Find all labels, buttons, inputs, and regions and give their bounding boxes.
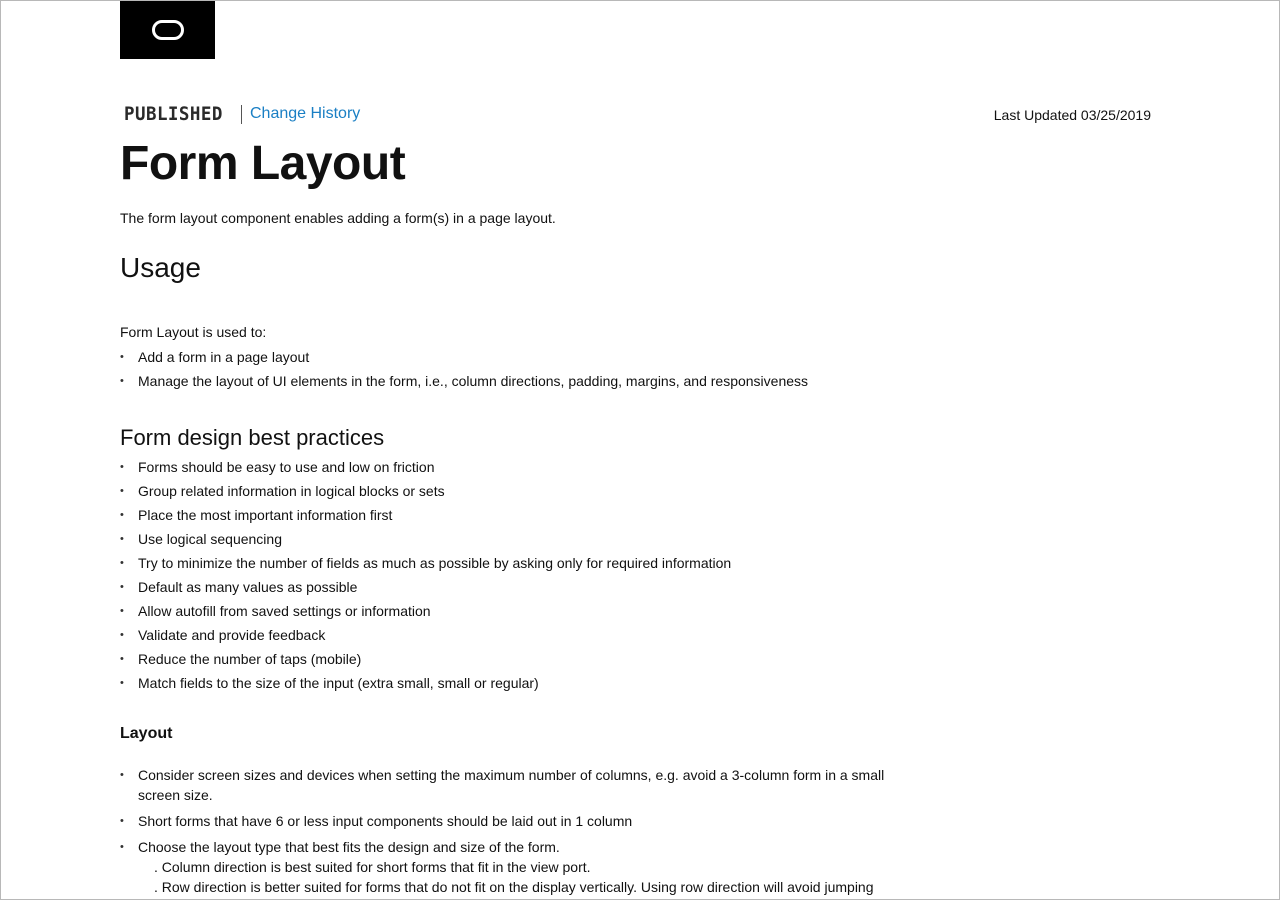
brand-logo[interactable] xyxy=(120,1,215,59)
oracle-logo-icon xyxy=(152,20,184,40)
list-item-text: Choose the layout type that best fits the design and size of the form. xyxy=(138,839,560,855)
list-item xyxy=(120,837,910,897)
change-history-link[interactable]: Change History xyxy=(250,105,361,122)
layout-list xyxy=(120,765,910,897)
list-item: • Reduce the number of taps (mobile) xyxy=(120,649,910,669)
last-updated-text: Last Updated 03/25/2019 xyxy=(993,107,1151,123)
list-item: • Manage the layout of UI elements in the form, i.e., column directions, padding, margins, and responsiveness xyxy=(120,371,910,391)
list-item: • Group related information in logical blocks or sets xyxy=(120,481,910,501)
usage-heading: Usage xyxy=(120,252,201,283)
page-intro: The form layout component enables adding a form(s) in a page layout. xyxy=(120,210,556,226)
list-item: • Consider screen sizes and devices when setting the maximum number of columns, e.g. avoid a 3-column form in a small screen size. xyxy=(120,765,910,805)
usage-list xyxy=(120,347,910,391)
list-item: • Short forms that have 6 or less input components should be laid out in 1 column xyxy=(120,811,910,831)
main-content xyxy=(120,135,910,900)
layout-heading: Layout xyxy=(120,725,173,742)
divider xyxy=(241,105,242,124)
sub-list-item: . Row direction is better suited for forms that do not fit on the display vertically. Using row direction will avoid jumping xyxy=(154,879,874,895)
page-title: Form Layout xyxy=(120,137,406,190)
list-item: • Forms should be easy to use and low on friction xyxy=(120,457,910,477)
usage-lead: Form Layout is used to: xyxy=(120,324,267,340)
list-item: • Allow autofill from saved settings or information xyxy=(120,601,910,621)
published-badge: PUBLISHED xyxy=(124,103,223,125)
list-item: • Add a form in a page layout xyxy=(120,347,910,367)
list-item: • Match fields to the size of the input (extra small, small or regular) xyxy=(120,673,910,693)
list-item: • Place the most important information first xyxy=(120,505,910,525)
list-item: • Default as many values as possible xyxy=(120,577,910,597)
list-item: • Validate and provide feedback xyxy=(120,625,910,645)
best-practices-list xyxy=(120,457,910,693)
status-bar xyxy=(124,101,360,127)
best-practices-heading: Form design best practices xyxy=(120,425,385,450)
sub-list-item: . Column direction is best suited for short forms that fit in the view port. xyxy=(154,859,591,875)
list-item: • Try to minimize the number of fields as much as possible by asking only for required information xyxy=(120,553,910,573)
list-item: • Use logical sequencing xyxy=(120,529,910,549)
